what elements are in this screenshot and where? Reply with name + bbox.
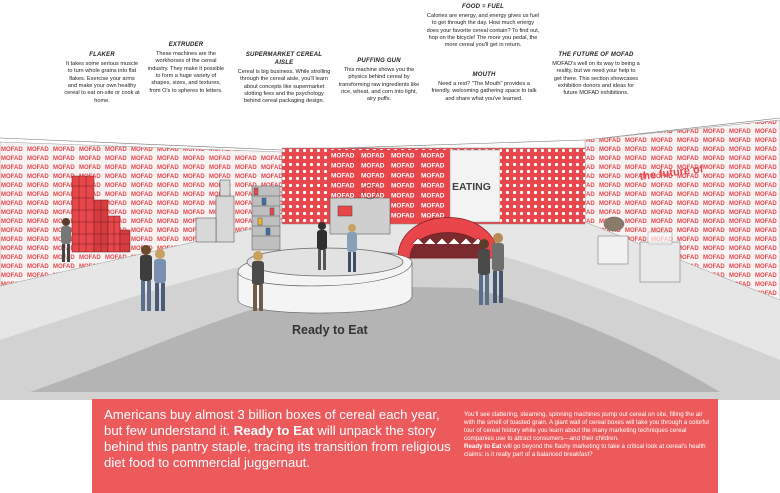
banner-side-text	[464, 411, 710, 459]
annotation-mouth-title: MOUTH	[472, 72, 496, 78]
annotation-future-title: THE FUTURE OF MOFAD	[558, 52, 634, 58]
cereal-aisle-shelves	[252, 186, 280, 250]
banner-main-text	[104, 407, 452, 471]
counter-sign: Ready to Eat	[292, 323, 368, 337]
banner-side-p2: will go beyond the flashy marketing to take a critical look at cereal's health claims: is it really part of a balanced breakfast?	[464, 443, 706, 459]
annotation-puffing-gun-title: PUFFING GUN	[357, 58, 401, 64]
annotation-future-text: MOFAD's well on its way to being a reality, but we need your help to get there. This section showcases exhibition donors and ideas for future MOFAD exhibitions.	[552, 60, 640, 97]
banner-main-pre: Americans buy almost 3 billion boxes of cereal each year, but few understand it.	[104, 407, 440, 439]
annotation-extruder-title: EXTRUDER	[168, 42, 204, 48]
annotation-puffing-gun-text: This machine shows you the physics behind cereal by transforming raw ingredients like rice, wheat, and corn into light, airy puffs.	[338, 66, 420, 103]
banner-main-bold: Ready to Eat	[233, 423, 314, 439]
annotation-extruder-text: These machines are the workhorses of the cereal industry. They make it possible to form a huge variety of shapes, sizes, and textures, from O's to spheres to letters.	[147, 50, 225, 94]
eating-sign: EATING	[452, 181, 491, 193]
banner-side-p1: You'll see clattering, steaming, spinning machines pump out cereal on site, filling the air with the smell of toasted grain. A giant wall of cereal boxes will take you through a colorful tour of cereal history while you learn about the many marketing techniques cereal companies use to attract consumers—and their children.	[464, 411, 709, 443]
annotation-food-fuel-text: Calories are energy, and energy gives us fuel to get through the day. How much energy does your favorite cereal contain? To find out, hop on the bicycle! The more you pedal, the more cereal you'll get in return.	[426, 12, 540, 49]
intro-banner	[92, 399, 718, 493]
annotation-mouth-text: Need a rest? "The Mouth" provides a friendly, welcoming gathering space to talk and share what you've learned.	[431, 80, 537, 102]
future-sign: the future of	[638, 163, 705, 183]
annotation-flaker-title: FLAKER	[89, 52, 115, 58]
annotation-food-fuel-title: FOOD = FUEL	[461, 4, 505, 10]
banner-main-post: will unpack the story behind this pantry staple, tracing its transition from religious diet food to commercial juggernaut.	[104, 423, 451, 471]
annotation-supermarket-title: SUPERMARKET CEREAL AISLE	[245, 52, 323, 66]
annotation-supermarket-text: Cereal is big business. While strolling through the cereal aisle, you'll learn about concepts like supermarket slotting fees and the psychology behind cereal packaging design.	[237, 68, 331, 105]
banner-side-bold: Ready to Eat	[464, 443, 502, 451]
annotation-flaker-text: It takes some serious muscle to turn whole grains into flat flakes. Exercise your arms and make your own healthy cereal to eat on-site or cook at home.	[64, 60, 140, 104]
